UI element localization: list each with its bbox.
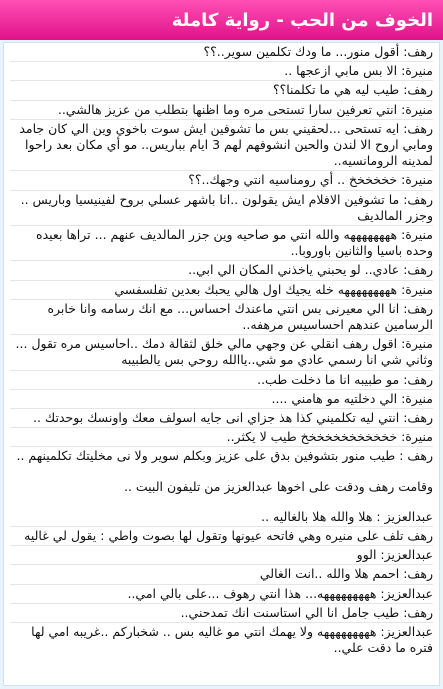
- dialogue-line: رهف: احمم هلا والله ..انت الغالي: [10, 564, 433, 582]
- dialogue-line: وقامت رهف ودقت على اخوها عبدالعزيز من تليفون البيت ..: [123, 478, 433, 494]
- dialogue-line: عبدالعزيز: هههههههههه ولا يهمك انتي مو غاليه بس .. شخبارکم ..غريبه امي لها فتره ما دقت علي..: [10, 622, 433, 656]
- dialogue-line: عبدالعزيز: هههههههههه... هذا انتي رهوف ...على بالي امي..: [10, 584, 433, 602]
- paragraph-gap: [10, 495, 433, 509]
- dialogue-line: منيرة: هههههههههه خله يجيك اول هالي يحبك بعدين تفلسفسي: [10, 280, 433, 298]
- story-text-area[interactable]: [3, 42, 440, 686]
- dialogue-line: عبدالعزيز: الوو: [10, 545, 433, 563]
- dialogue-line: منيرة: الي دخلتيه مو هامني ....: [10, 389, 433, 407]
- dialogue-line: رهف: طيب ليه هي ما تكلمنا؟؟: [10, 80, 433, 98]
- dialogue-line: رهف: انتي ليه تكلميني كذا هذ جزاي انى جايه اسولف معك واونسك بوحدتك ..: [10, 408, 433, 426]
- dialogue-line: رهف: انا الي معيرنى بس انتي ماعندك احساس... مع انك رسامه وانا خابره الرسامين عندهم احساسيس مرهفه..: [10, 299, 433, 333]
- dialogue-line: منيرة: الا بس مابي ازعجها ..: [10, 61, 433, 79]
- dialogue-line: رهف: ما تشوفين الافلام ايش يقولون ..انا باشهر عسلي بروح لفينيسيا وباريس .. وجزر المالديف: [10, 190, 433, 224]
- dialogue-line: رهف: ايه تستحى ...لحقيني بس ما تشوفين ايش سوت باخوي وين الي كان جامد ومابي اروح الا لندن والحين انشوفهم لهم 3 ايام بباريس.. مو أي مكان بعد راحوا لمدينه الرومانسيه..: [10, 119, 433, 170]
- dialogue-line: رهف : طيب منور بتشوفين بدق على عزيز وبكلم سوير ولا نى مخليتك تكلمينهم ..: [10, 446, 433, 464]
- page-title: الخوف من الحب - رواية كاملة: [171, 9, 433, 31]
- dialogue-line: منيرة: خخخخخخخخخخخخ طيب لا يكثر..: [10, 427, 433, 445]
- paragraph-gap: [10, 465, 433, 479]
- dialogue-line: رهف تلف على منيره وهي فاتحه عيونها وتقول لها بصوت واطي : يقول لي غاليه: [10, 526, 433, 544]
- dialogue-line: رهف: طيب جامل انا الي استاسنت انك تمدحني..: [10, 603, 433, 621]
- app-header: [0, 0, 443, 40]
- dialogue-line: منيرة: خخخخخخ .. أي رومناسيه انتي وجهك..؟؟: [10, 170, 433, 188]
- dialogue-line: منيرة: ههههههههه والله انتي مو صاحيه وين جزر المالديف عنهم ... تراها بعيده وحده باسيا والثانين باوروبا..: [10, 225, 433, 259]
- dialogue-line: منيرة: انتي تعرفين سارا تستحى مره وما اظنها بتطلب من عزيز هالشي..: [10, 100, 433, 118]
- dialogue-line: رهف: عادي.. لو يحبني ياخذني المكان الي ابي..: [10, 260, 433, 278]
- dialogue-line: منيرة: اقول رهف انقلي عن وجهي مالي خلق لثقالة دمك ..احاسيس مره تقول ... وثاني شي انا رسمي عادي مو شي..ياالله روحي بس يالطبيبه: [10, 334, 433, 368]
- dialogue-line: رهف: أقول منور... ما ودك تكلمين سوير..؟؟: [203, 44, 433, 59]
- dialogue-line: رهف: مو طبيبه انا ما دخلت طب..: [10, 370, 433, 388]
- dialogue-line: عبدالعزيز : هلا والله هلا بالغاليه ..: [261, 508, 433, 524]
